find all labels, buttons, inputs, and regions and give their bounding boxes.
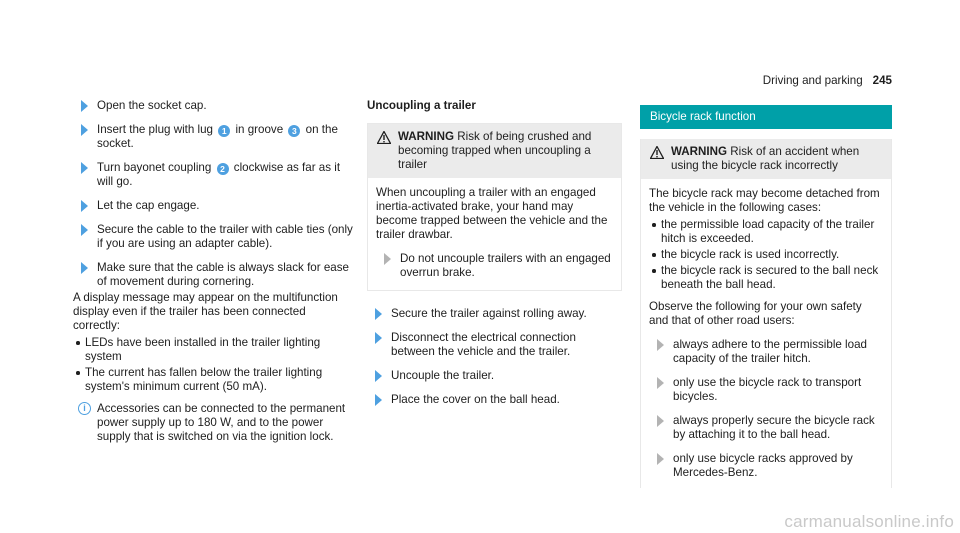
arrow-icon [657, 415, 664, 427]
column-right [640, 105, 892, 488]
step [367, 369, 622, 383]
step-text: Disconnect the electrical connection between the vehicle and the trailer. [391, 331, 576, 358]
step-text: Do not uncouple trailers with an engaged overrun brake. [400, 252, 611, 279]
warning-box [640, 139, 892, 488]
info-note [73, 402, 353, 444]
step [73, 199, 353, 213]
column-middle [367, 99, 622, 417]
page-header [763, 74, 892, 88]
arrow-icon [81, 262, 88, 274]
step [649, 452, 883, 480]
list-item: the permissible load capacity of the trailer hitch is exceeded. [649, 218, 883, 246]
step-text: in groove [235, 123, 284, 136]
warning-header [368, 124, 621, 178]
section-heading: Uncoupling a trailer [367, 99, 476, 112]
step-text: Uncouple the trailer. [391, 369, 495, 382]
warning-header [641, 139, 891, 179]
step-text: Turn bayonet coupling [97, 161, 212, 174]
step [73, 123, 353, 151]
page-number: 245 [872, 74, 892, 87]
arrow-icon [81, 124, 88, 136]
step [367, 393, 622, 407]
list-item: The current has fallen below the trailer lighting system's minimum current (50 mA). [73, 366, 353, 394]
step-text: on the socket. [97, 123, 338, 150]
bullet-list [649, 218, 883, 292]
warning-title: Risk of being crushed and becoming trapped when uncoupling a trailer [398, 130, 592, 171]
warning-label: WARNING [398, 130, 455, 143]
step-text: Let the cap engage. [97, 199, 200, 212]
note-text: Accessories can be connected to the permanent power supply up to 180 W, and to the power supply that is switched on via the ignition lock. [97, 402, 346, 443]
step [73, 223, 353, 251]
step [73, 161, 353, 189]
arrow-icon [81, 224, 88, 236]
arrow-icon [657, 453, 664, 465]
arrow-icon [375, 394, 382, 406]
step-text: only use the bicycle rack to transport bicycles. [673, 376, 862, 403]
column-left [73, 99, 353, 444]
step [649, 338, 883, 366]
warning-icon [650, 146, 664, 159]
step-text: always properly secure the bicycle rack by attaching it to the ball head. [673, 414, 875, 441]
list-item: the bicycle rack is used incorrectly. [649, 248, 883, 262]
step [73, 99, 353, 113]
callout-number: 1 [218, 125, 230, 137]
info-icon: i [78, 402, 91, 415]
step-text: Secure the trailer against rolling away. [391, 307, 587, 320]
step-text: Place the cover on the ball head. [391, 393, 560, 406]
paragraph: A display message may appear on the multifunction display even if the trailer has been connected correctly: [73, 291, 338, 332]
step-text: Open the socket cap. [97, 99, 207, 112]
arrow-icon [384, 253, 391, 265]
arrow-icon [81, 162, 88, 174]
step-text: always adhere to the permissible load capacity of the trailer hitch. [673, 338, 867, 365]
callout-number: 2 [217, 163, 229, 175]
step [649, 414, 883, 442]
step [367, 307, 622, 321]
list-item: LEDs have been installed in the trailer lighting system [73, 336, 353, 364]
step-text: Insert the plug with lug [97, 123, 214, 136]
arrow-icon [375, 308, 382, 320]
warning-icon [377, 131, 391, 144]
arrow-icon [657, 377, 664, 389]
section-title-bar: Bicycle rack function [640, 105, 892, 129]
warning-label: WARNING [671, 145, 728, 158]
warning-title: Risk of an accident when using the bicycle rack incorrectly [671, 145, 860, 172]
step-text: Make sure that the cable is always slack for ease of movement during cornering. [97, 261, 349, 288]
arrow-icon [81, 100, 88, 112]
paragraph: The bicycle rack may become detached from the vehicle in the following cases: [649, 187, 880, 214]
warning-text: When uncoupling a trailer with an engaged inertia-activated brake, your hand may become trapped between the vehicle and the trailer drawbar. [376, 186, 608, 241]
step-text: only use bicycle racks approved by Mercedes-Benz. [673, 452, 853, 479]
warning-body [641, 179, 891, 488]
arrow-icon [657, 339, 664, 351]
step [649, 376, 883, 404]
list-item: the bicycle rack is secured to the ball neck beneath the ball head. [649, 264, 883, 292]
warning-box [367, 123, 622, 291]
warning-body [368, 178, 621, 290]
section-title: Driving and parking [762, 74, 863, 87]
step [367, 331, 622, 359]
step [73, 261, 353, 289]
step-text: clockwise as far as it will go. [97, 161, 341, 188]
arrow-icon [81, 200, 88, 212]
arrow-icon [375, 332, 382, 344]
bullet-list [73, 336, 353, 394]
paragraph: Observe the following for your own safety and that of other road users: [649, 300, 862, 327]
step-text: Secure the cable to the trailer with cable ties (only if you are using an adapter cable). [97, 223, 353, 250]
footer-watermark: carmanualsonline.info [784, 512, 954, 531]
callout-number: 3 [288, 125, 300, 137]
arrow-icon [375, 370, 382, 382]
step [376, 252, 613, 280]
